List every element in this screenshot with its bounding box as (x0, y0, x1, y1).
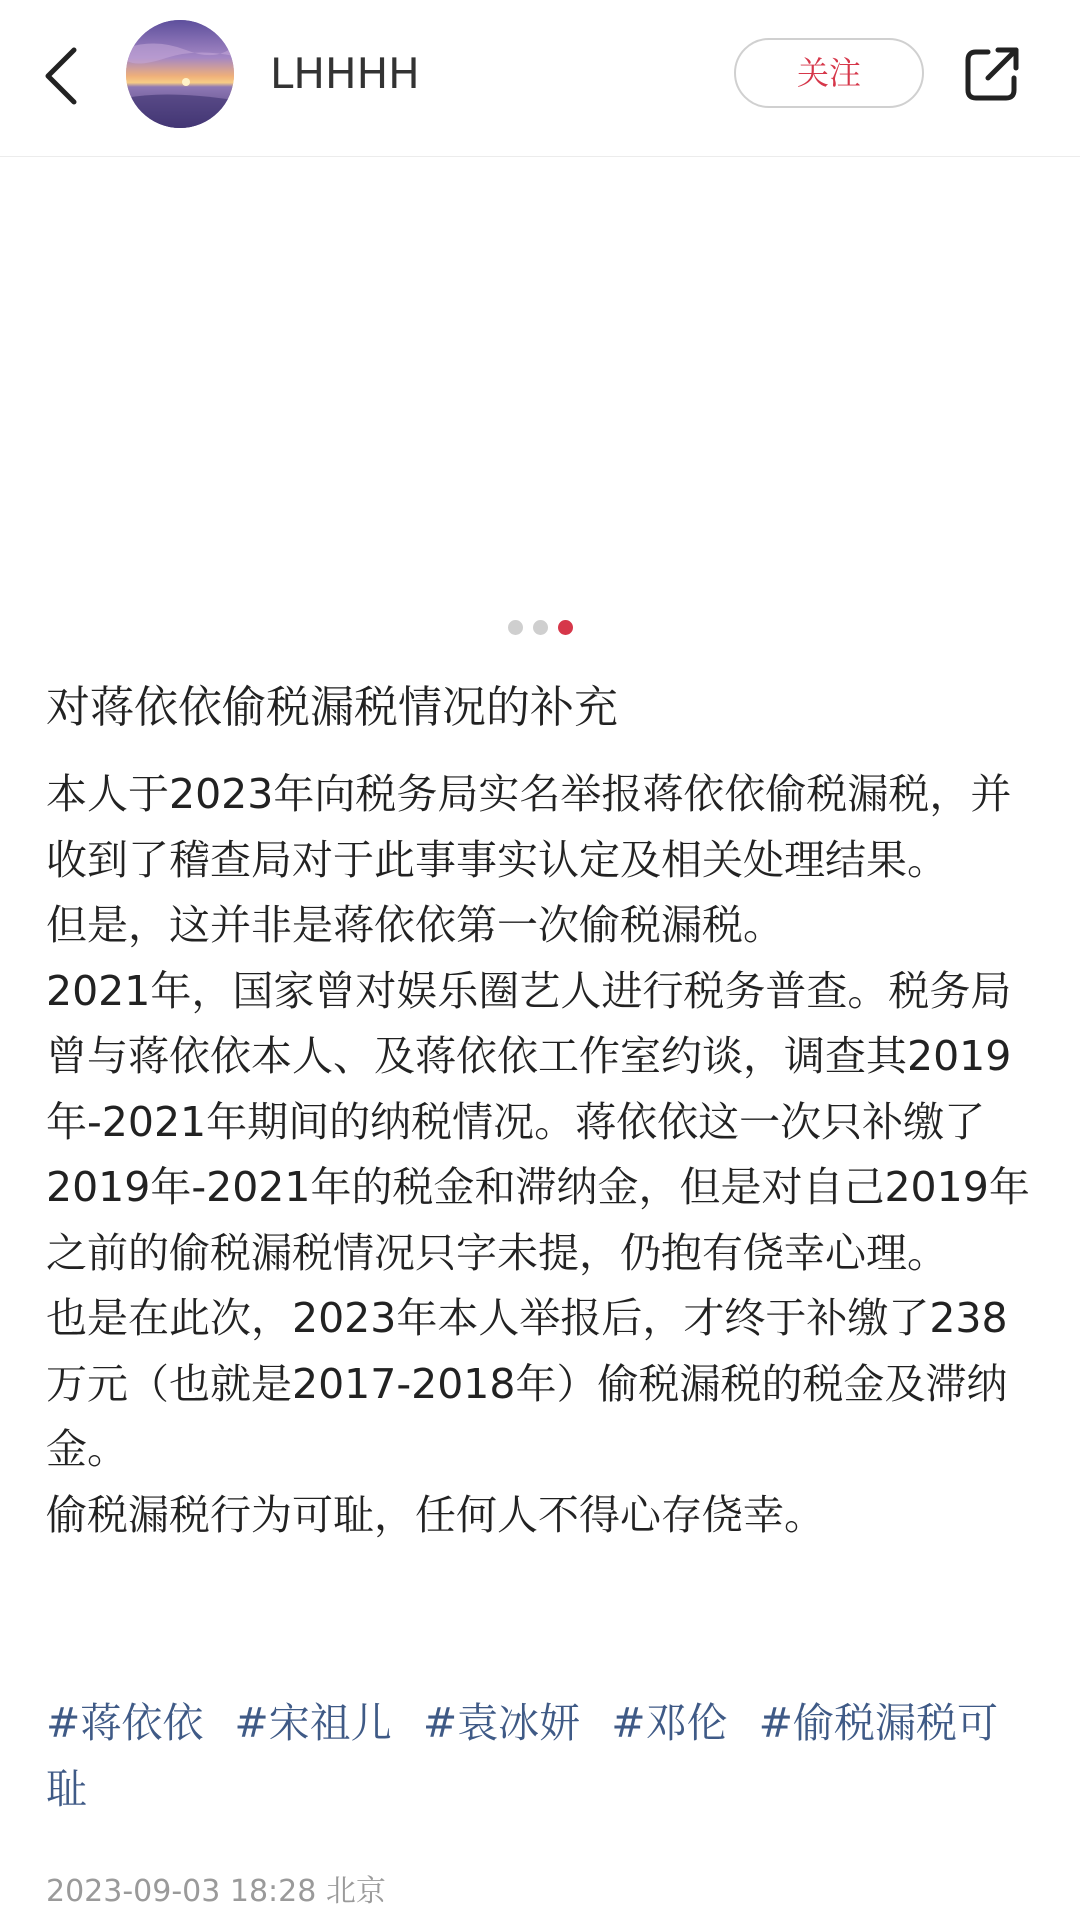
post-body (46, 762, 1046, 1548)
back-button[interactable] (40, 44, 84, 108)
hashtag-link[interactable]: #宋祖儿 (234, 1699, 392, 1747)
share-button[interactable] (962, 44, 1022, 104)
post-paragraph: 2021年，国家曾对娱乐圈艺人进行税务普查。税务局曾与蒋依依本人、及蒋依依工作室约谈，调查其2019年-2021年期间的纳税情况。蒋依依这一次只补缴了2019年-2021年的税金和滞纳金，但是对自己2019年之前的偷税漏税情况只字未提，仍抱有侥幸心理。 (46, 966, 1030, 1277)
sunset-avatar-image (126, 20, 234, 128)
carousel-dot-active[interactable] (558, 620, 573, 635)
carousel-dot[interactable] (508, 620, 523, 635)
post-timestamp-location: 2023-09-03 18:28 北京 (46, 1874, 386, 1909)
hashtag-link[interactable]: #袁冰妍 (422, 1699, 581, 1747)
share-external-icon (962, 44, 1022, 104)
post-paragraph: 偷税漏税行为可耻，任何人不得心存侥幸。 (46, 1490, 825, 1539)
follow-button[interactable]: 关注 (734, 38, 924, 108)
top-bar (0, 0, 1080, 157)
avatar[interactable] (126, 20, 234, 128)
hashtag-link[interactable]: #偷税漏税可耻 (46, 1699, 998, 1813)
username[interactable]: LHHHH (270, 49, 420, 98)
image-carousel[interactable] (0, 157, 1080, 617)
hashtag-list (46, 1690, 1046, 1822)
hashtag-link[interactable]: #邓伦 (611, 1699, 728, 1747)
post-paragraph: 也是在此次，2023年本人举报后，才终于补缴了238万元（也就是2017-2018年）偷税漏税的税金及滞纳金。 (46, 1294, 1008, 1473)
post-title: 对蒋依依偷税漏税情况的补充 (46, 682, 618, 733)
post-paragraph: 本人于2023年向税务局实名举报蒋依依偷税漏税，并收到了稽查局对于此事事实认定及相关处理结果。 (46, 770, 1012, 884)
hashtag-link[interactable]: #蒋依依 (46, 1699, 204, 1747)
chevron-left-icon (40, 44, 84, 108)
post-paragraph: 但是，这并非是蒋依依第一次偷税漏税。 (46, 901, 784, 949)
carousel-indicator (0, 620, 1080, 640)
carousel-dot[interactable] (533, 620, 548, 635)
